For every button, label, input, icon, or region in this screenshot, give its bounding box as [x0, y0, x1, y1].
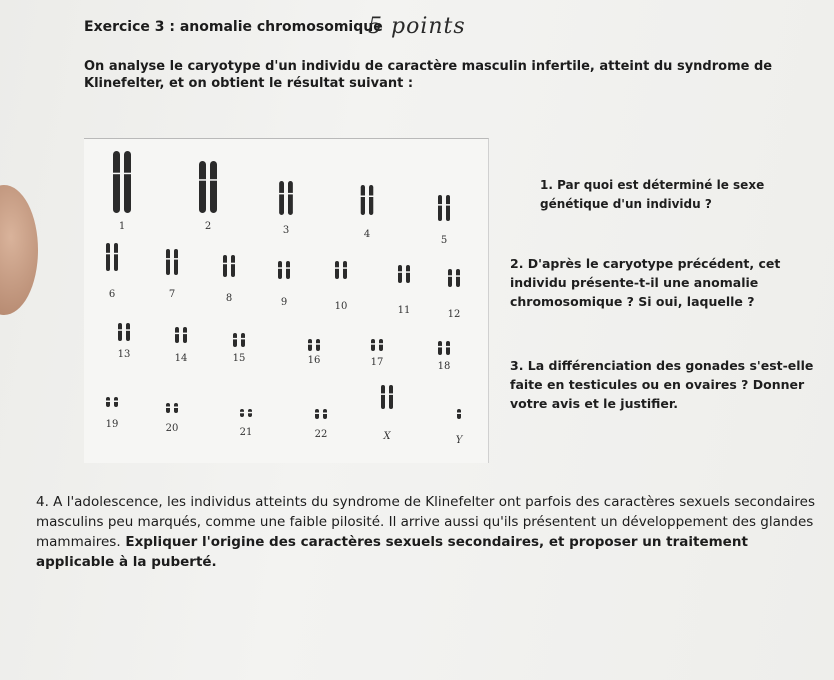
chromosome-3-2: [288, 181, 293, 215]
centromere-mark: [124, 173, 132, 175]
centromere-mark: [166, 258, 171, 260]
chromosome-1-2: [124, 151, 131, 213]
chromosome-7-2: [174, 249, 178, 275]
chromosome-17-2: [379, 339, 383, 351]
chromosome-15-1: [233, 333, 237, 347]
karyotype-label-8: 8: [225, 293, 233, 304]
centromere-mark: [106, 401, 111, 403]
centromere-mark: [286, 267, 291, 269]
centromere-mark: [233, 338, 238, 340]
question-4-statement: 4. A l'adolescence, les individus atteints du syndrome de Klinefelter ont parfois des caractères sexuels secondaires masculins peu marqués, comme une faible pilosité. Il arrive aussi qu'ils présentent un développement des glandes mammaires.: [36, 494, 815, 550]
karyotype-label-10: 10: [334, 301, 348, 312]
centromere-mark: [231, 263, 236, 265]
centromere-mark: [241, 338, 246, 340]
centromere-mark: [248, 412, 253, 414]
chromosome-11-1: [398, 265, 402, 283]
centromere-mark: [114, 401, 119, 403]
centromere-mark: [446, 204, 451, 206]
chromosome-2-1: [199, 161, 206, 213]
karyotype-label-2: 2: [204, 221, 212, 232]
question-1: 1. Par quoi est déterminé le sexe génétique d'un individu ?: [540, 178, 765, 211]
karyotype-label-17: 17: [370, 357, 384, 368]
chromosome-14-1: [175, 327, 179, 343]
centromere-mark: [288, 193, 294, 195]
karyotype-label-20: 20: [165, 423, 179, 434]
centromere-mark: [174, 407, 179, 409]
chromosome-16-2: [316, 339, 320, 351]
centromere-mark: [126, 329, 131, 331]
centromere-mark: [223, 263, 228, 265]
karyotype-label-3: 3: [282, 225, 290, 236]
question-3: 3. La différenciation des gonades s'est-elle faite en testicules ou en ovaires ? Donner votre avis et le justifier.: [510, 358, 814, 411]
karyotype-label-21: 21: [239, 427, 253, 438]
centromere-mark: [118, 329, 123, 331]
karyotype-label-9: 9: [280, 297, 288, 308]
question-2: 2. D'après le caryotype précédent, cet individu présente-t-il une anomalie chromosomique ? Si oui, laquelle ?: [510, 256, 781, 309]
centromere-mark: [199, 179, 207, 181]
question-4-task: Expliquer l'origine des caractères sexuels secondaires, et proposer un traitement applicable à la puberté.: [36, 534, 748, 570]
handwritten-points-note: 5 points: [368, 14, 466, 39]
karyotype-label-5: 5: [440, 235, 448, 246]
exercise-intro: On analyse le caryotype d'un individu de caractère masculin infertile, atteint du syndrome de Klinefelter, et on obtient le résultat suivant :: [84, 59, 773, 91]
karyotype-figure: [84, 138, 489, 463]
chromosome-4-1: [361, 185, 365, 215]
centromere-mark: [308, 343, 313, 345]
centromere-mark: [371, 343, 376, 345]
chromosome-X-2: [389, 385, 393, 409]
chromosome-2-2: [210, 161, 217, 213]
chromosome-3-1: [279, 181, 284, 215]
karyotype-label-1: 1: [118, 221, 126, 232]
centromere-mark: [166, 407, 171, 409]
chromosome-17-1: [371, 339, 375, 351]
chromosome-11-2: [406, 265, 410, 283]
chromosome-18-1: [438, 341, 442, 355]
centromere-mark: [335, 267, 340, 269]
karyotype-label-11: 11: [397, 305, 411, 316]
centromere-mark: [175, 333, 180, 335]
karyotype-label-X: X: [383, 431, 391, 442]
chromosome-14-2: [183, 327, 187, 343]
centromere-mark: [106, 253, 111, 255]
karyotype-label-16: 16: [307, 355, 321, 366]
centromere-mark: [240, 412, 245, 414]
chromosome-16-1: [308, 339, 312, 351]
centromere-mark: [315, 413, 320, 415]
chromosome-7-1: [166, 249, 170, 275]
centromere-mark: [456, 275, 461, 277]
centromere-mark: [389, 393, 394, 395]
chromosome-12-1: [448, 269, 452, 287]
karyotype-label-19: 19: [105, 419, 119, 430]
centromere-mark: [210, 179, 218, 181]
karyotype-label-18: 18: [437, 361, 451, 372]
centromere-mark: [343, 267, 348, 269]
karyotype-svg: [84, 139, 488, 463]
chromosome-13-2: [126, 323, 130, 341]
karyotype-label-22: 22: [314, 429, 328, 440]
centromere-mark: [114, 253, 119, 255]
chromosome-1-1: [113, 151, 120, 213]
chromosome-5-1: [438, 195, 442, 221]
centromere-mark: [360, 196, 365, 198]
chromosome-13-1: [118, 323, 122, 341]
centromere-mark: [278, 267, 283, 269]
chromosome-5-2: [446, 195, 450, 221]
centromere-mark: [316, 343, 321, 345]
centromere-mark: [174, 258, 179, 260]
karyotype-label-14: 14: [174, 353, 188, 364]
centromere-mark: [369, 196, 374, 198]
question-4: [36, 492, 826, 572]
centromere-mark: [183, 333, 188, 335]
chromosome-6-1: [106, 243, 110, 271]
centromere-mark: [379, 343, 384, 345]
centromere-mark: [406, 271, 411, 273]
centromere-mark: [457, 413, 462, 415]
centromere-mark: [279, 193, 285, 195]
chromosome-9-1: [278, 261, 282, 279]
centromere-mark: [323, 413, 328, 415]
centromere-mark: [448, 275, 453, 277]
karyotype-label-15: 15: [232, 353, 246, 364]
centromere-mark: [113, 173, 121, 175]
karyotype-label-7: 7: [168, 289, 176, 300]
chromosome-6-2: [114, 243, 118, 271]
exercise-title: Exercice 3 : anomalie chromosomique: [84, 19, 383, 35]
centromere-mark: [446, 346, 451, 348]
chromosome-18-2: [446, 341, 450, 355]
karyotype-label-13: 13: [117, 349, 131, 360]
karyotype-label-Y: Y: [455, 435, 463, 446]
karyotype-label-12: 12: [447, 309, 461, 320]
centromere-mark: [398, 271, 403, 273]
karyotype-label-6: 6: [108, 289, 116, 300]
centromere-mark: [381, 393, 386, 395]
chromosome-9-2: [286, 261, 290, 279]
chromosome-10-2: [343, 261, 347, 279]
chromosome-X-1: [381, 385, 385, 409]
centromere-mark: [438, 346, 443, 348]
chromosome-12-2: [456, 269, 460, 287]
chromosome-8-2: [231, 255, 235, 277]
karyotype-label-4: 4: [363, 229, 371, 240]
chromosome-8-1: [223, 255, 227, 277]
chromosome-15-2: [241, 333, 245, 347]
chromosome-4-2: [369, 185, 373, 215]
centromere-mark: [438, 204, 443, 206]
chromosome-10-1: [335, 261, 339, 279]
